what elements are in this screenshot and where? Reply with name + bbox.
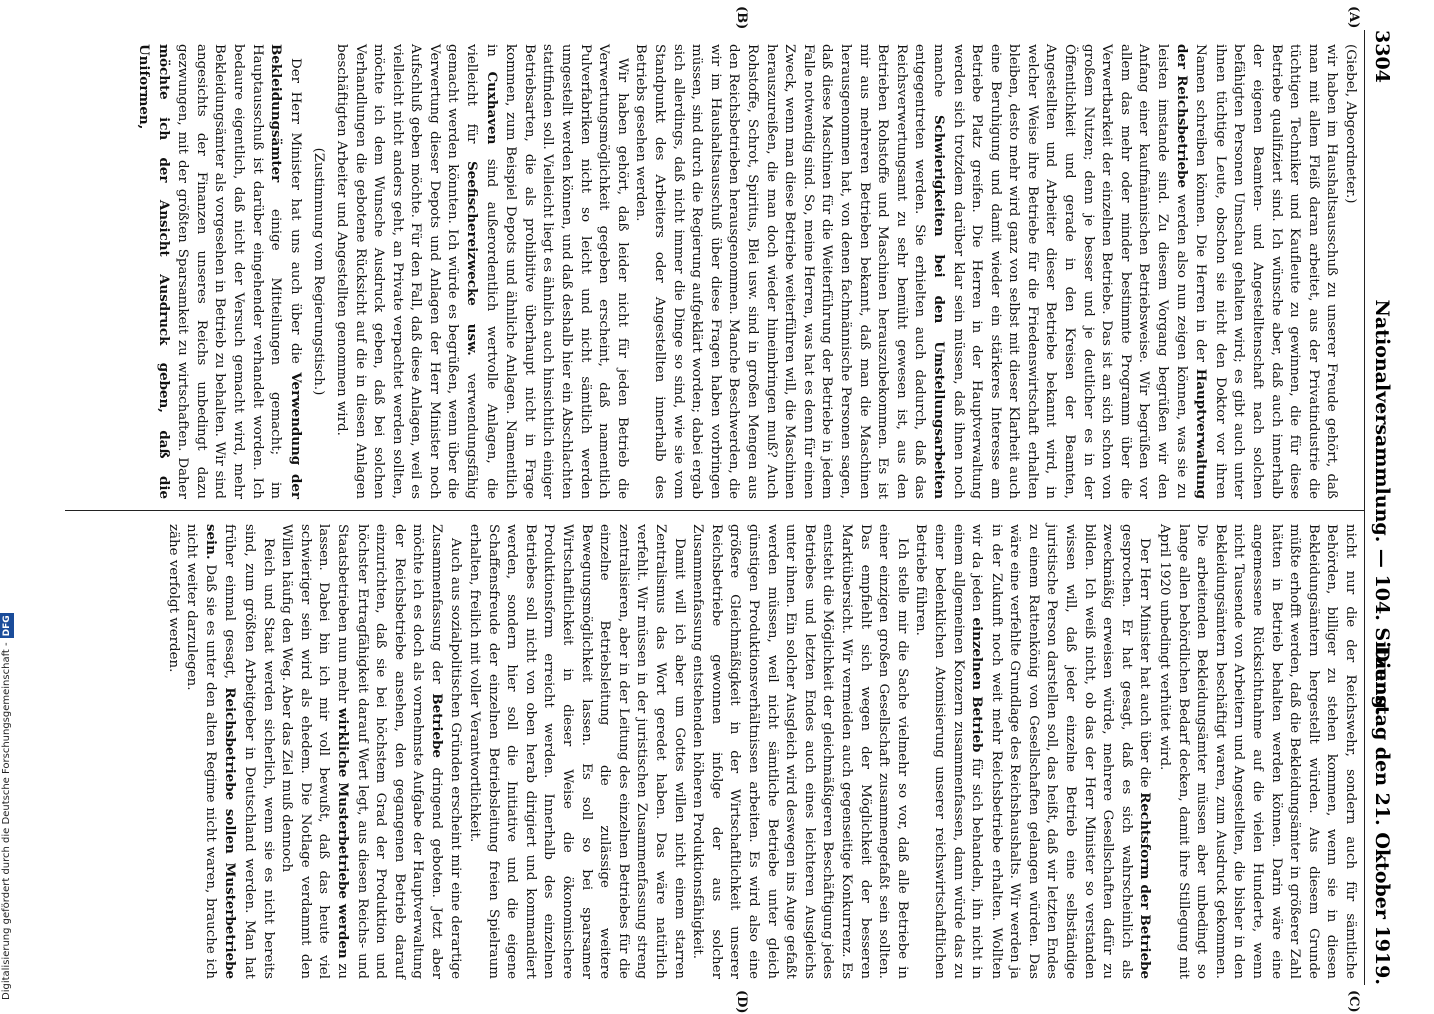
margin-marker-a: (A)	[1346, 6, 1361, 29]
bold-term: Seefischereizwecke usw.	[464, 161, 481, 356]
margin-marker-d: (D)	[734, 990, 749, 1014]
paragraph: Der Herr Minister hat uns auch über die Verwendung der Bekleidungsämter einige Mitteilungen gemacht; im Hauptausschuß ist darüber eingehender verhandelt worden. Ich bedaure eigentlich, daß nicht der Versuch gemacht wird, mehr Bekleidungsämter als vorgesehen in Betrieb zu behalten. Wir sind angesichts der Finanzen unseres Reichs unbedingt dazu gezwungen, mit der größten Sparsamkeit zu wirtschaften. Daher möchte ich der Ansicht Ausdruck geben, daß die Uniformen,	[136, 44, 304, 499]
digitization-credit	[0, 0, 14, 1000]
document-page	[65, 6, 1395, 1014]
paragraph: Ich stelle mir die Sache vielmehr so vor, daß alle Betriebe in einer einzigen großen Gesellschaft zusammengefaßt sein sollten. Das empfiehlt sich wegen der Möglichkeit der besseren Marktübersicht. Wir vermeiden auch gegenseitige Konkurrenz. Es entsteht die Möglichkeit der gleichmäßigeren Beschäftigung jedes Betriebes und letzten Endes auch eines leichteren Ausgleichs unter ihnen. Ein solcher Ausgleich wird deswegen ins Auge gefaßt werden müssen, weil nicht sämtliche Betriebe unter gleich günstigen Produktionsverhältnissen arbeiten. Es wird also eine größere Gleichmäßigkeit in der Wirtschaftlichkeit unserer Reichsbetriebe gewonnen infolge der aus solcher Zusammenfassung entstehenden höheren Produktionsfähigkeit.	[690, 524, 910, 979]
bold-term: einzelnen Betrieb	[969, 617, 986, 753]
bold-term: möchte ich der Ansicht Ausdruck geben, daß die Uniformen,	[136, 44, 172, 499]
bold-term: Hauptverwaltung der Reichsbetriebe	[1173, 44, 1210, 499]
bold-term: Schwierigkeiten bei den Umstellungsarbeiten	[930, 115, 947, 499]
session-date: Dienstag den 21. Oktober 1919.	[1371, 645, 1393, 985]
credit-text: Digitalisierung gefördert durch die Deutsche Forschungsgemeinschaft -	[1, 642, 12, 1000]
bold-term: Cuxhaven	[483, 71, 500, 145]
interjection: (Zustimmung vom Regierungstisch.)	[311, 147, 327, 396]
bold-term: Reichsbetriebe sollen Musterbetriebe sein.	[202, 524, 239, 979]
paragraph: Der Herr Minister hat auch über die Rechtsform der Betriebe gesprochen. Er hat gesagt, daß es sich wahrscheinlich als zweckmäßig erweisen würde, mehrere Gesellschaften dafür zu bilden. Ich weiß nicht, ob das der Herr Minister so verstanden wissen will, daß jeder einzelne Betrieb eine selbständige juristische Person darstellen soll, das heißt, daß wir letzten Endes zu einem Rattenkönig von Gesellschaften gelangen würden. Das wäre eine verfehlte Grundlage des Reichshaushalts. Wir werden ja in der Zukunft noch weit mehr Reichsbetriebe erhalten. Wollten wir da jeden einzelnen Betrieb für sich behandeln, ihn nicht in einem allgemeinen Konzern zusammenfassen, dann würde das zu einer bedenklichen Atomisierung unserer reichswirtschaftlichen Betriebe führen.	[913, 524, 1154, 979]
paragraph: wir haben im Haushaltsausschuß zu unserer Freude gehört, daß man mit allem Fleiß daran arbeitet, aus der Privatindustrie die tüchtigen Techniker und Kaufleute zu gewinnen, die für diese Betriebe qualifiziert sind. Ich wünsche aber, daß auch innerhalb der eigenen Beamten- und Angestelltenschaft nach solchen befähigten Personen Umschau gehalten wird; es gibt auch unter ihnen tüchtige Leute, obschon sie nicht den Doktor vor ihren Namen schreiben können. Die Herren in der Hauptverwaltung der Reichsbetriebe werden also nun zeigen können, was sie zu leisten imstande sind. Zu diesem Vorgang begrüßen wir den Anfang einer kaufmännischen Betriebsweise. Wir begrüßen vor allem das mehr oder minder bestimmte Programm über die Verwertbarkeit der einzelnen Betriebe. Das ist an sich schon von großem Nutzen; denn je besser und je deutlicher es in der Öffentlichkeit und gerade in den Kreisen der Beamten, Angestellten und Arbeiter dieser Betriebe bekannt wird, in welcher Weise ihre Betriebe für die Friedenswirtschaft erhalten bleiben, desto mehr wird ganz von selbst mit dieser Klarheit auch eine Beruhigung und damit wieder ein stärkeres Interesse am Betriebe Platz greifen. Die Herren in der Hauptverwaltung werden sich trotzdem darüber klar sein müssen, daß ihnen noch manche Schwierigkeiten bei den Umstellungsarbeiten entgegentreten werden. Sie erhielten auch dadurch, daß das Reichsverwertungsamt zu sehr bemüht gewesen ist, aus den Betrieben Rohstoffe und Maschinen herauszubekommen. Es ist mir aus mehreren Betrieben bekannt, daß man die Maschinen herausgenommen hat, von denen fachmännische Personen sagen, daß diese Maschinen für die Weiterführung der Betriebe in jedem Falle notwendig sind. So, meine Herren, was hat es denn für einen Zweck, wenn man diese Betriebe weiterführen will, die Maschinen herauszureißen, die man doch wieder hineinbringen muß? Auch Rohstoffe, Schrot, Spiritus, Blei usw. sind in großen Mengen aus den Reichsbetrieben herausgenommen. Manche Beschwerden, die wir im Haushaltsausschuß über diese Fragen haben vorbringen müssen, sind durch die Regierung aufgeklärt worden; dabei ergab sich allerdings, daß nicht immer die Dinge so sind, wie sie vom Standpunkt des Arbeiters oder Angestellten innerhalb des Betriebs gesehen werden.	[633, 44, 1340, 499]
bold-term: Betriebe	[428, 693, 445, 758]
speaker-line: (Giebel, Abgeordneter.)	[1343, 44, 1358, 204]
paragraph: zähe verfolgt werden.	[165, 524, 181, 673]
page-number: 3304	[1371, 30, 1393, 83]
paragraph: Auch aus sozialpolitischen Gründen erscheint mir eine derartige Zusammenfassung der Betriebe dringend geboten. Jetzt aber möchte ich es doch als vornehmste Aufgabe der Hauptverwaltung der Reichsbetriebe ansehen, den gegangenen Betrieb darauf einzurichten, daß sie bei höchstem Grad der Produktion und höchster Ertragfähigkeit darauf Wert legt, aus diesen Reichs- und Staatsbetrieben nun mehr wirkliche Musterbetriebe werden zu lassen. Dabei bin ich mir voll bewußt, daß das heute viel schwieriger sein wird als ehedem. Die Notlage verdammt den Willen häufig den Weg. Aber das Ziel muß dennoch	[279, 524, 464, 980]
paragraph: Wir haben gehört, daß leider nicht für jeden Betrieb die Verwertungsmöglichkeit gegeben erscheint, daß namentlich Pulverfabriken nicht so leicht und nicht sämtlich werden umgestellt werden können, und daß deshalb hier ein Abschlachten stattfinden soll. Vielleicht liegt es ähnlich auch hinsichtlich einiger Betriebsarten, die als prohibitive überhaupt nicht in Frage kommen, zum Beispiel Depots und ähnliche Anlagen. Namentlich in Cuxhaven sind außerordentlich wertvolle Anlagen, die vielleicht für Seefischereizwecke usw. verwendungsfähig gemacht werden könnten. Ich würde es begrüßen, wenn über die Verwertung dieser Depots und Anlagen der Herr Minister noch Aufschluß geben möchte. Für den Fall, daß diese Anlagen, weil es vielleicht nicht anders geht, an Private verpachtet werden sollten, möchte ich dem Wunsche Ausdruck geben, daß bei solchen Verhandlungen die gebotene Rücksicht auf die in diesen Anlagen beschäftigten Arbeiter und Angestellten genommen wird.	[333, 44, 630, 499]
paragraph: nicht nur die der Reichswehr, sondern auch für sämtliche Behörden, billiger zu stehen kommen, wenn sie in diesen Bekleidungsämtern hergestellt würden. Aus diesem Grunde müßte erhofft werden, daß die Bekleidungsämter in größerer Zahl hätten in Betrieb behalten werden können. Darin wäre eine angemessene Rücksichtnahme auf die vielen Hunderte, wenn nicht Tausende von Arbeitern und Angestellten, die bisher in den Bekleidungsämtern beschäftigt waren, zum Ausdruck gekommen. Die arbeitenden Bekleidungsämter müssen aber unbedingt so lange allen behördlichen Bedarf decken, damit ihre Stillegung mit April 1920 unbedingt verhütet wird.	[1157, 524, 1358, 979]
column-divider	[65, 510, 1365, 511]
header-rule	[1364, 30, 1365, 985]
right-column	[69, 524, 1359, 979]
bold-term: Rechtsform der Betriebe	[1137, 792, 1154, 979]
paragraph: Damit will ich aber um Gottes willen nicht einem starren Zentralismus das Wort geredet haben. Das wäre natürlich verfehlt. Wir müssen in der juristischen Zusammenfassung streng zentralisieren, aber in der Leitung des einzelnen Betriebes für die einzelne Betriebsleitung die zulässige weitere Bewegungsmöglichkeit lassen. Es soll so bei sparsamer Wirtschaftlichkeit in dieser Weise die ökonomischere Produktionsform erreicht werden. Innerhalb des einzelnen Betriebes soll nicht von oben herab dirigiert und kommandiert werden, sondern hier soll die Initiative und die eigene Schaffensfreude der einzelnen Betriebsleitung freien Spielraum erhalten, freilich mit voller Verantwortlichkeit.	[467, 524, 687, 979]
dfg-logo: DFG	[2, 615, 12, 637]
margin-marker-c: (C)	[1346, 990, 1361, 1013]
bold-term: wirkliche Musterbetriebe werden	[334, 707, 351, 959]
bold-term: Verwendung der Bekleidungsämter	[268, 44, 304, 499]
paragraph: Reich und Staat werden sicherlich, wenn sie es nicht bereits sind, zum größten Arbeitgeber in Deutschland werden. Man hat früher einmal gesagt, Reichsbetriebe sollen Musterbetriebe sein. Daß sie es unter den alten Regime nicht waren, brauche ich nicht weiter darzulegen.	[184, 524, 276, 979]
page-header	[1369, 30, 1395, 985]
margin-marker-b: (B)	[734, 6, 749, 30]
session-title: Nationalversammlung. — 104. Sitzung.	[1371, 299, 1393, 716]
left-column	[69, 44, 1359, 499]
